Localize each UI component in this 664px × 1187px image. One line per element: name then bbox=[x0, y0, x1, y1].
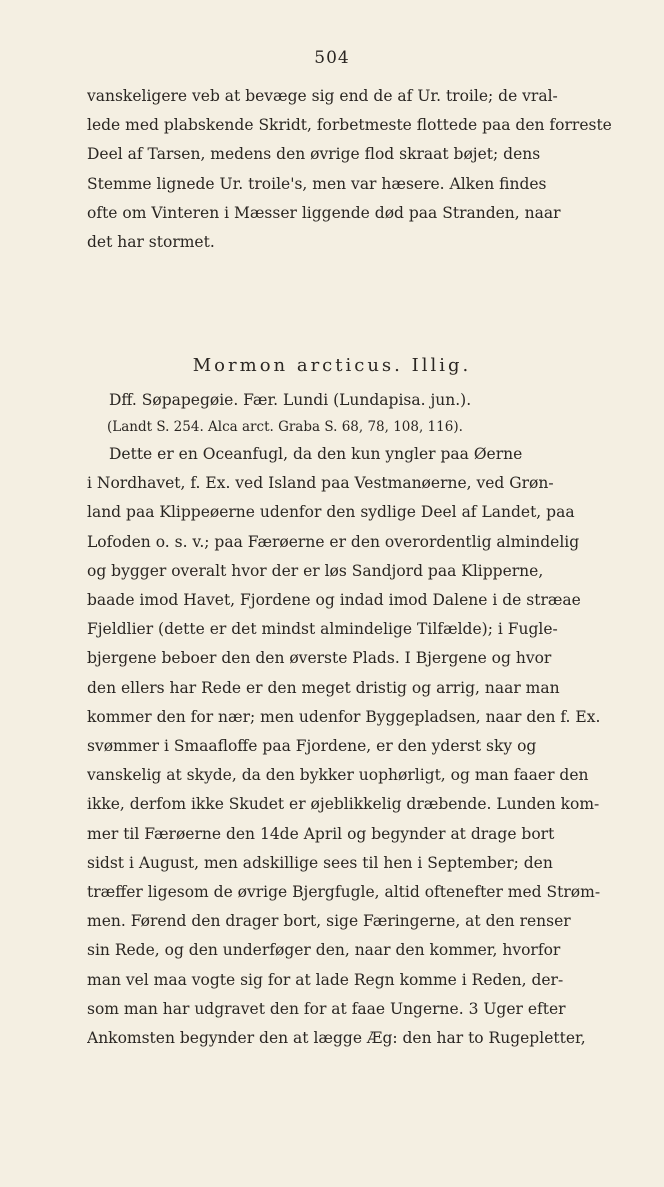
text-line: bjergene beboer den den øverste Plads. I Bjergene og hvor bbox=[87, 649, 552, 668]
text-line: sin Rede, og den underføger den, naar den kommer, hvorfor bbox=[87, 941, 561, 960]
text-line: lede med plabskende Skridt, forbetmeste flottede paa den forreste bbox=[87, 116, 612, 135]
paragraph-2 bbox=[87, 440, 623, 1053]
text-line: Ankomsten begynder den at lægge Æg: den har to Rugepletter, bbox=[87, 1029, 586, 1048]
text-line: Deel af Tarsen, medens den øvrige flod skraat bøjet; dens bbox=[87, 145, 541, 164]
text-line: Stemme lignede Ur. troile's, men var hæsere. Alken findes bbox=[87, 174, 547, 193]
text-line: mer til Færøerne den 14de April og begynder at drage bort bbox=[87, 824, 555, 843]
text-line: vanskeligere veb at bevæge sig end de af Ur. troile; de vral- bbox=[87, 87, 558, 105]
text-line: baade imod Havet, Fjordene og indad imod Dalene i de stræae bbox=[87, 591, 581, 610]
text-line: kommer den for nær; men udenfor Byggepladsen, naar den f. Ex. bbox=[87, 707, 601, 726]
species-heading: Mormon arcticus. Illig. bbox=[192, 355, 472, 376]
references-line: (Landt S. 254. Alca arct. Graba S. 68, 78, 108, 116). bbox=[107, 419, 463, 435]
text-line: man vel maa vogte sig for at lade Regn komme i Reden, der- bbox=[87, 970, 564, 989]
text-line: sidst i August, men adskillige sees til hen i September; den bbox=[87, 853, 553, 872]
text-line: Fjeldlier (dette er det mindst almindelige Tilfælde); i Fugle- bbox=[87, 620, 558, 639]
text-line: land paa Klippeøerne udenfor den sydlige Deel af Landet, paa bbox=[87, 503, 575, 522]
text-line: men. Førend den drager bort, sige Færingerne, at den renser bbox=[87, 912, 571, 931]
text-line: Dette er en Oceanfugl, da den kun yngler paa Øerne bbox=[109, 445, 523, 463]
text-line: i Nordhavet, f. Ex. ved Island paa Vestmanøerne, ved Grøn- bbox=[87, 474, 554, 493]
text-line: vanskelig at skyde, da den bykker uophørligt, og man faaer den bbox=[87, 766, 589, 785]
text-line: svømmer i Smaafloffe paa Fjordene, er den yderst sky og bbox=[87, 737, 537, 756]
page-number: 504 bbox=[314, 48, 350, 68]
paragraph-1 bbox=[87, 82, 623, 257]
synonym-line bbox=[87, 386, 623, 414]
text-line: træffer ligesom de øvrige Bjergfugle, altid oftenefter med Strøm- bbox=[87, 883, 601, 902]
text-line: som man har udgravet den for at faae Ungerne. 3 Uger efter bbox=[87, 999, 566, 1018]
text-line: det har stormet. bbox=[87, 233, 215, 252]
text-line: og bygger overalt hvor der er løs Sandjord paa Klipperne, bbox=[87, 561, 544, 580]
text-line: Lofoden o. s. v.; paa Færøerne er den overordentlig almindelig bbox=[87, 532, 580, 551]
text-line: den ellers har Rede er den meget dristig og arrig, naar man bbox=[87, 678, 560, 697]
text-line: ofte om Vinteren i Mæsser liggende død paa Stranden, naar bbox=[87, 203, 561, 222]
text-line: ikke, derfom ikke Skudet er øjeblikkelig dræbende. Lunden kom- bbox=[87, 795, 600, 814]
synonym-text: Dff. Søpapegøie. Fær. Lundi (Lundapisa. jun.). bbox=[109, 391, 472, 409]
